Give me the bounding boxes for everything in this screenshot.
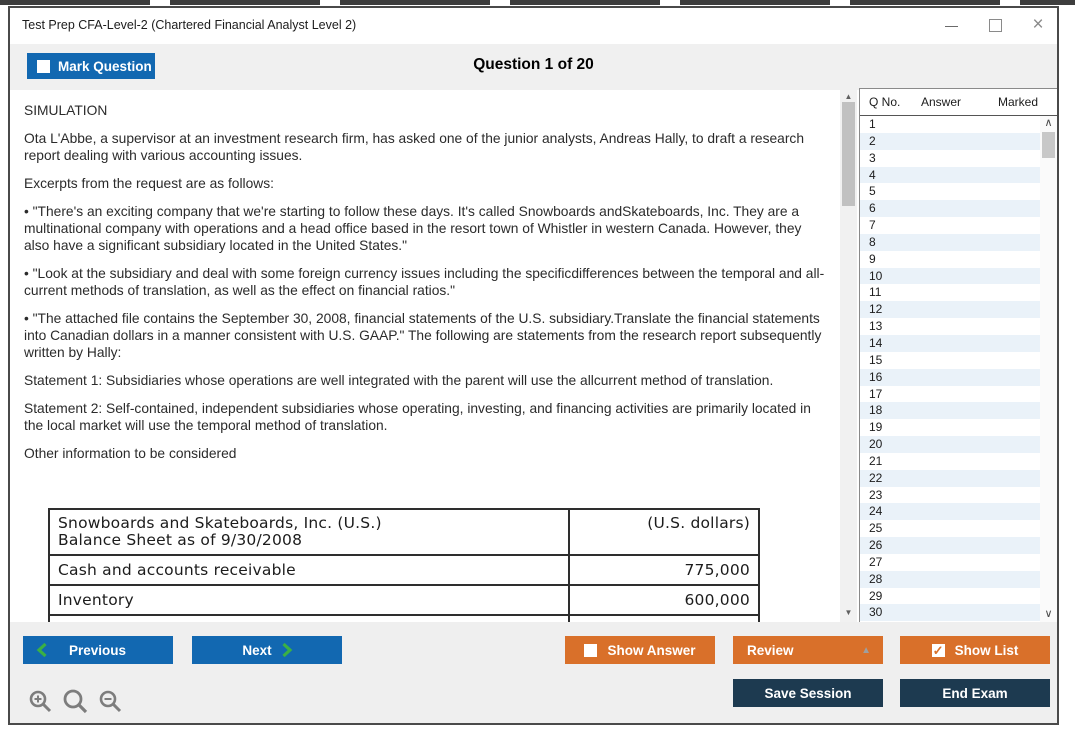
question-list-item[interactable] — [860, 352, 1040, 369]
table-title-line2: Balance Sheet as of 9/30/2008 — [58, 531, 303, 549]
scroll-up-icon[interactable]: ▲ — [844, 92, 853, 101]
question-list-item[interactable] — [860, 537, 1040, 554]
question-number: 3 — [869, 150, 876, 165]
content-paragraph: Ota L'Abbe, a supervisor at an investment research firm, has asked one of the junior analysts, Andreas Hally, to draft a research report dealing with various accounting issues. — [24, 131, 805, 163]
question-list-item[interactable] — [860, 318, 1040, 335]
column-header-marked: Marked — [998, 95, 1039, 109]
question-number: 14 — [869, 335, 883, 350]
question-number: 17 — [869, 386, 883, 401]
close-icon[interactable]: × — [1032, 14, 1044, 35]
question-number: 16 — [869, 369, 883, 384]
show-list-label: Show List — [954, 642, 1019, 658]
table-row-value: 775,000 — [569, 555, 759, 585]
show-list-button[interactable] — [900, 636, 1050, 664]
question-number: 23 — [869, 487, 883, 502]
question-list-panel — [859, 88, 1057, 622]
zoom-toolbar — [28, 688, 123, 716]
question-list — [860, 116, 1040, 622]
table-row-label: Inventory — [49, 585, 569, 615]
footer-bar — [10, 622, 1057, 723]
question-list-item[interactable] — [860, 487, 1040, 504]
question-list-item[interactable] — [860, 284, 1040, 301]
question-list-header — [860, 89, 1057, 116]
save-session-button[interactable] — [733, 679, 883, 707]
question-number: 11 — [869, 285, 882, 300]
question-number: 15 — [869, 352, 883, 367]
previous-button[interactable] — [23, 636, 173, 664]
background-window-edge — [0, 0, 1075, 5]
question-list-scrollbar-thumb[interactable] — [1042, 132, 1055, 158]
question-number: 26 — [869, 538, 883, 553]
question-number: 18 — [869, 403, 883, 418]
question-number: 25 — [869, 521, 883, 536]
next-button[interactable] — [192, 636, 342, 664]
question-number: 21 — [869, 453, 883, 468]
content-paragraph: • "The attached file contains the September 30, 2008, financial statements of the U.S. subsidiary.Translate the financial statements into Canadian dollars in a manner consistent with U.S. GAAP." The following are statements from the research report subsequently written by Hally: — [24, 311, 822, 360]
question-list-item[interactable] — [860, 234, 1040, 251]
content-paragraph: Statement 2: Self-contained, independent subsidiaries whose operating, investing, and financing activities are primarily located in the local market will use the temporal method of translation. — [24, 401, 811, 433]
question-list-item[interactable] — [860, 436, 1040, 453]
question-list-item[interactable] — [860, 470, 1040, 487]
question-list-item[interactable] — [860, 453, 1040, 470]
table-row — [49, 555, 759, 585]
column-header-qno: Q No. — [869, 95, 901, 109]
show-answer-checkbox[interactable] — [584, 644, 597, 657]
question-number: 12 — [869, 302, 883, 317]
question-number: 24 — [869, 504, 883, 519]
question-list-item[interactable] — [860, 150, 1040, 167]
question-list-item[interactable] — [860, 167, 1040, 184]
question-number: 19 — [869, 420, 883, 435]
question-number: 27 — [869, 554, 883, 569]
content-paragraph: Statement 1: Subsidiaries whose operations are well integrated with the parent will use the allcurrent method of translation. — [24, 373, 774, 388]
zoom-in-icon[interactable] — [28, 689, 53, 715]
question-list-item[interactable] — [860, 268, 1040, 285]
content-paragraph: • "Look at the subsidiary and deal with some foreign currency issues including the specificdifferences between the temporal and all-current methods of translation, as well as the effect on financial ratios." — [24, 266, 825, 298]
question-list-item[interactable] — [860, 520, 1040, 537]
question-content-pane — [10, 90, 840, 622]
question-list-item[interactable] — [860, 183, 1040, 200]
question-list-item[interactable] — [860, 402, 1040, 419]
question-number: 6 — [869, 201, 876, 216]
simulation-heading: SIMULATION — [24, 103, 108, 118]
save-session-label: Save Session — [764, 685, 852, 701]
content-paragraph: Other information to be considered — [24, 446, 237, 461]
question-number: 28 — [869, 571, 883, 586]
question-number: 2 — [869, 133, 876, 148]
question-list-item[interactable] — [860, 571, 1040, 588]
content-paragraph: • "There's an exciting company that we're starting to follow these days. It's called Snowboards andSkateboards, Inc. They are a multinational company with operations and a head office based in the resort town of Whistler in western Canada. However, they also have a significant subsidiary located in the United States." — [24, 204, 802, 253]
question-number: 10 — [869, 268, 883, 283]
question-number: 7 — [869, 218, 876, 233]
column-header-answer: Answer — [921, 95, 962, 109]
zoom-reset-icon[interactable] — [62, 688, 89, 716]
question-number: 29 — [869, 588, 883, 603]
question-number: 1 — [869, 117, 876, 131]
question-list-item[interactable] — [860, 251, 1040, 268]
question-text — [24, 130, 830, 462]
question-counter: Question 1 of 20 — [473, 56, 594, 73]
chevron-left-icon — [37, 643, 47, 657]
titlebar — [10, 8, 1057, 44]
review-dropdown[interactable] — [733, 636, 883, 664]
show-answer-label: Show Answer — [607, 642, 696, 658]
question-list-item[interactable] — [860, 116, 1040, 133]
question-number: 4 — [869, 167, 876, 182]
end-exam-button[interactable] — [900, 679, 1050, 707]
header-bar — [10, 44, 1057, 90]
table-row-label: Cash and accounts receivable — [49, 555, 569, 585]
question-list-scrollbar[interactable] — [1040, 116, 1057, 622]
question-list-item[interactable] — [860, 200, 1040, 217]
zoom-out-icon[interactable] — [98, 689, 123, 715]
show-list-checkbox[interactable] — [932, 644, 945, 657]
question-number: 5 — [869, 184, 876, 199]
scroll-down-icon[interactable]: ∨ — [1044, 608, 1053, 620]
chevron-up-icon: ▲ — [861, 645, 871, 656]
table-header-row — [49, 509, 759, 555]
window-title: Test Prep CFA-Level-2 (Chartered Financial Analyst Level 2) — [22, 18, 357, 32]
question-list-item[interactable] — [860, 301, 1040, 318]
next-label: Next — [242, 642, 272, 658]
review-label: Review — [747, 642, 794, 658]
chevron-right-icon — [282, 643, 292, 657]
previous-label: Previous — [69, 642, 127, 658]
content-paragraph: Excerpts from the request are as follows: — [24, 176, 274, 191]
question-number: 9 — [869, 251, 876, 266]
table-unit-header: (U.S. dollars) — [569, 509, 759, 555]
question-number: 30 — [869, 605, 883, 620]
question-list-item[interactable] — [860, 419, 1040, 436]
content-scrollbar[interactable] — [840, 90, 857, 622]
scroll-up-icon[interactable]: ∧ — [1044, 117, 1053, 129]
mark-question-label: Mark Question — [58, 58, 152, 74]
table-title-line1: Snowboards and Skateboards, Inc. (U.S.) — [58, 514, 382, 532]
question-number: 13 — [869, 319, 883, 334]
question-list-item[interactable] — [860, 217, 1040, 234]
table-row-value: 600,000 — [569, 585, 759, 615]
maximize-button[interactable] — [983, 16, 1009, 36]
question-list-item[interactable] — [860, 369, 1040, 386]
table-title-cell — [49, 509, 569, 555]
question-list-item[interactable] — [860, 503, 1040, 520]
question-number: 20 — [869, 437, 883, 452]
check-icon: ✓ — [932, 642, 944, 658]
end-exam-label: End Exam — [942, 685, 1008, 701]
question-list-item[interactable] — [860, 133, 1040, 150]
question-number: 8 — [869, 234, 876, 249]
question-list-item[interactable] — [860, 386, 1040, 403]
minimize-button[interactable] — [939, 16, 965, 36]
table-row — [49, 585, 759, 615]
question-number: 22 — [869, 470, 883, 485]
question-list-item[interactable] — [860, 554, 1040, 571]
content-scrollbar-thumb[interactable] — [842, 102, 855, 206]
question-list-item[interactable] — [860, 335, 1040, 352]
scroll-down-icon[interactable]: ▼ — [844, 608, 853, 617]
question-list-item[interactable] — [860, 588, 1040, 605]
app-window — [8, 6, 1059, 725]
show-answer-button[interactable] — [565, 636, 715, 664]
question-list-item[interactable] — [860, 604, 1040, 621]
